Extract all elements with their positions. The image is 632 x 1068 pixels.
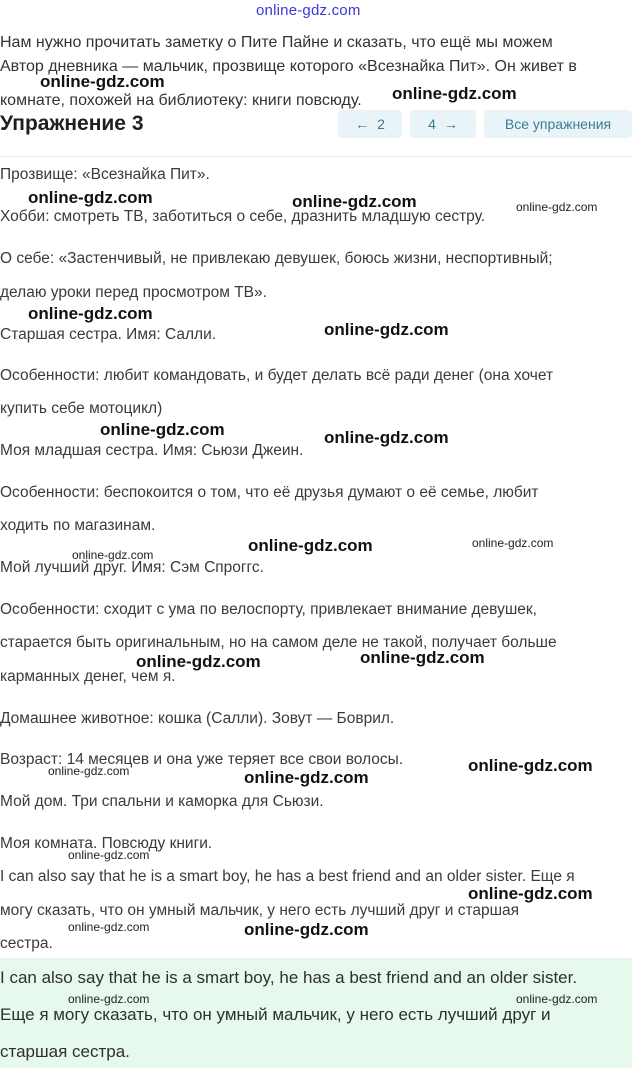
english-summary-line-1: I can also say that he is a smart boy, he has a best friend and an older sister. Еще я	[0, 868, 575, 885]
watermark: online-gdz.com	[244, 920, 369, 939]
watermark-small: online-gdz.com	[68, 992, 150, 1006]
intro-line-1: Нам нужно прочитать заметку о Пите Пайне и сказать, что ещё мы можем	[0, 34, 553, 51]
younger-sister-features-2: ходить по магазинам.	[0, 517, 156, 534]
room-text: Моя комната. Повсюду книги.	[0, 835, 213, 852]
watermark: online-gdz.com	[248, 536, 373, 555]
header-divider	[0, 156, 632, 157]
watermark: online-gdz.com	[244, 768, 369, 787]
prev-exercise-label: 2	[377, 116, 385, 132]
arrow-right-icon: →	[443, 116, 458, 132]
intro-line-2: Автор дневника — мальчик, прозвище которого «Всезнайка Пит». Он живет в	[0, 58, 577, 75]
best-friend-features-1: Особенности: сходит с ума по велоспорту, привлекает внимание девушек,	[0, 601, 537, 618]
english-summary-line-2: могу сказать, что он умный мальчик, у него есть лучший друг и старшая	[0, 902, 520, 919]
watermark-small: online-gdz.com	[68, 848, 150, 862]
best-friend-text: Мой лучший друг. Имя: Сэм Спроггс.	[0, 559, 264, 576]
answer-line-2: Еще я могу сказать, что он умный мальчик, у него есть лучший друг и	[0, 1005, 551, 1024]
watermark: online-gdz.com	[360, 648, 485, 667]
best-friend-features-2: старается быть оригинальным, но на самом деле не такой, получает больше	[0, 634, 557, 651]
arrow-left-icon: ←	[355, 116, 370, 132]
answer-line-1: I can also say that he is a smart boy, he has a best friend and an older sister.	[0, 968, 578, 987]
watermark-small: online-gdz.com	[516, 200, 598, 214]
intro-line-3: комнате, похожей на библиотеку: книги повсюду.	[0, 92, 362, 109]
about-line-2: делаю уроки перед просмотром ТВ».	[0, 284, 267, 301]
watermark: online-gdz.com	[136, 652, 261, 671]
pet-text: Домашнее животное: кошка (Салли). Зовут — Боврил.	[0, 710, 395, 727]
watermark: online-gdz.com	[324, 428, 449, 447]
pet-age-text: Возраст: 14 месяцев и она уже теряет все свои волосы.	[0, 751, 404, 768]
watermark: online-gdz.com	[468, 884, 593, 903]
younger-sister-text: Моя младшая сестра. Имя: Сьюзи Джеин.	[0, 442, 304, 459]
watermark: online-gdz.com	[40, 72, 165, 91]
watermark: online-gdz.com	[392, 84, 517, 103]
watermark: online-gdz.com	[28, 304, 153, 323]
older-sister-features-2: купить себе мотоцикл)	[0, 400, 163, 417]
older-sister-features-1: Особенности: любит командовать, и будет делать всё ради денег (она хочет	[0, 367, 554, 384]
watermark: online-gdz.com	[100, 420, 225, 439]
next-exercise-button[interactable]	[410, 110, 476, 138]
about-line-1: О себе: «Застенчивый, не привлекаю девушек, боюсь жизни, неспортивный;	[0, 250, 553, 267]
watermark-small: online-gdz.com	[472, 536, 554, 550]
watermark-small: online-gdz.com	[68, 920, 150, 934]
watermark: online-gdz.com	[28, 188, 153, 207]
watermark: online-gdz.com	[468, 756, 593, 775]
answer-line-3: старшая сестра.	[0, 1042, 130, 1061]
watermark-small: online-gdz.com	[72, 548, 154, 562]
watermark-top: online-gdz.com	[256, 2, 361, 19]
hobby-text: Хобби: смотреть ТВ, заботиться о себе, дразнить младшую сестру.	[0, 208, 486, 225]
english-summary-line-3: сестра.	[0, 935, 53, 952]
next-exercise-label: 4	[428, 116, 436, 132]
all-exercises-label: Все упражнения	[504, 116, 612, 132]
watermark: online-gdz.com	[324, 320, 449, 339]
watermark: online-gdz.com	[292, 192, 417, 211]
exercise-title: Упражнение 3	[0, 112, 144, 135]
best-friend-features-3: карманных денег, чем я.	[0, 668, 176, 685]
older-sister-text: Старшая сестра. Имя: Салли.	[0, 326, 217, 343]
house-text: Мой дом. Три спальни и каморка для Сьюзи.	[0, 793, 324, 810]
all-exercises-button[interactable]	[484, 110, 632, 138]
nickname-text: Прозвище: «Всезнайка Пит».	[0, 166, 210, 183]
prev-exercise-button[interactable]	[338, 110, 402, 138]
watermark-small: online-gdz.com	[516, 992, 598, 1006]
watermark-small: online-gdz.com	[48, 764, 130, 778]
younger-sister-features-1: Особенности: беспокоится о том, что её друзья думают о её семье, любит	[0, 484, 539, 501]
